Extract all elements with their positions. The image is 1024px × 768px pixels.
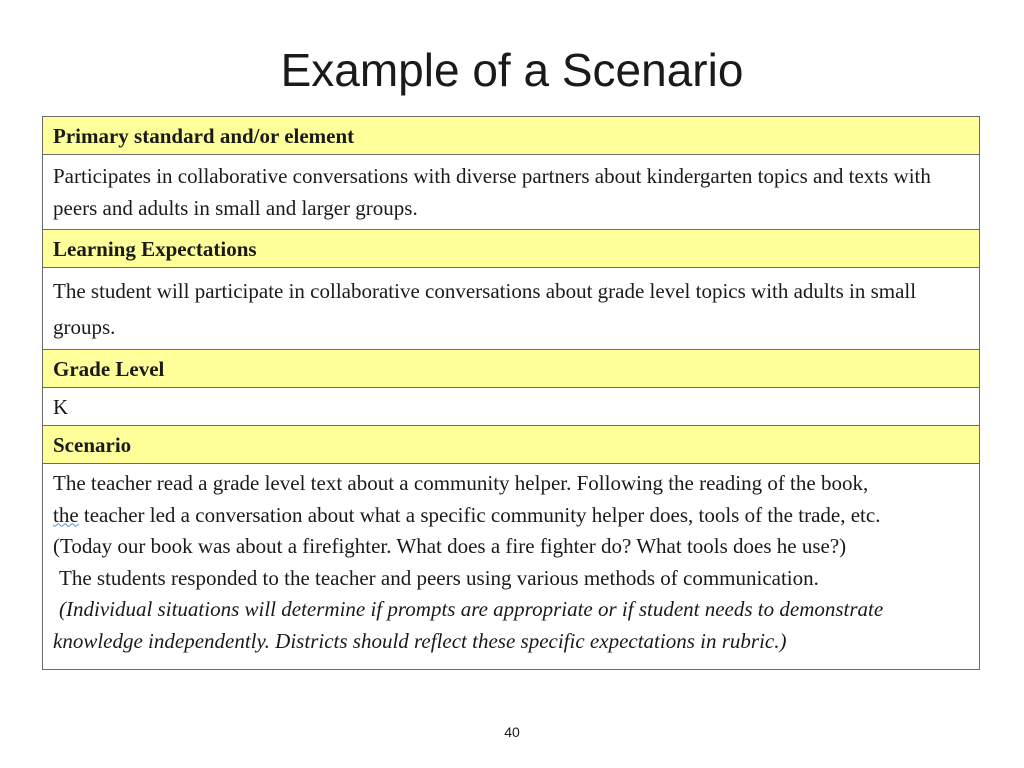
learning-expectations-line: The student will participate in collaborative conversations about grade level topics with adults in small bbox=[53, 279, 917, 303]
primary-standard-line: Participates in collaborative conversations with diverse partners about kindergarten topics and texts with bbox=[53, 164, 931, 188]
primary-standard-line: peers and adults in small and larger groups. bbox=[53, 196, 418, 220]
primary-standard-header: Primary standard and/or element bbox=[43, 117, 979, 155]
learning-expectations-text bbox=[43, 268, 979, 350]
scenario-line-1: The teacher read a grade level text about a community helper. Following the reading of the book, bbox=[53, 471, 869, 495]
scenario-line-5: (Individual situations will determine if prompts are appropriate or if student needs to demonstrate bbox=[59, 597, 884, 621]
primary-standard-text bbox=[43, 155, 979, 230]
scenario-line-2-rest: teacher led a conversation about what a specific community helper does, tools of the trade, etc. bbox=[78, 502, 881, 527]
learning-expectations-line: groups. bbox=[53, 315, 116, 339]
slide-title: Example of a Scenario bbox=[280, 44, 744, 96]
scenario-table bbox=[42, 116, 980, 670]
grade-level-header: Grade Level bbox=[43, 350, 979, 388]
scenario-header: Scenario bbox=[43, 426, 979, 464]
scenario-line-2 bbox=[53, 500, 969, 532]
learning-expectations-header: Learning Expectations bbox=[43, 230, 979, 268]
scenario-line-6: knowledge independently. Districts should reflect these specific expectations in rubric.) bbox=[53, 628, 787, 653]
scenario-line-3: (Today our book was about a firefighter. What does a fire fighter do? What tools does he use?) bbox=[53, 534, 847, 558]
spellcheck-word: the bbox=[53, 502, 79, 527]
scenario-text bbox=[43, 464, 979, 669]
grade-level-value: K bbox=[43, 388, 979, 426]
scenario-line-4: The students responded to the teacher and peers using various methods of communication. bbox=[59, 565, 819, 590]
page-number: 40 bbox=[504, 724, 520, 740]
